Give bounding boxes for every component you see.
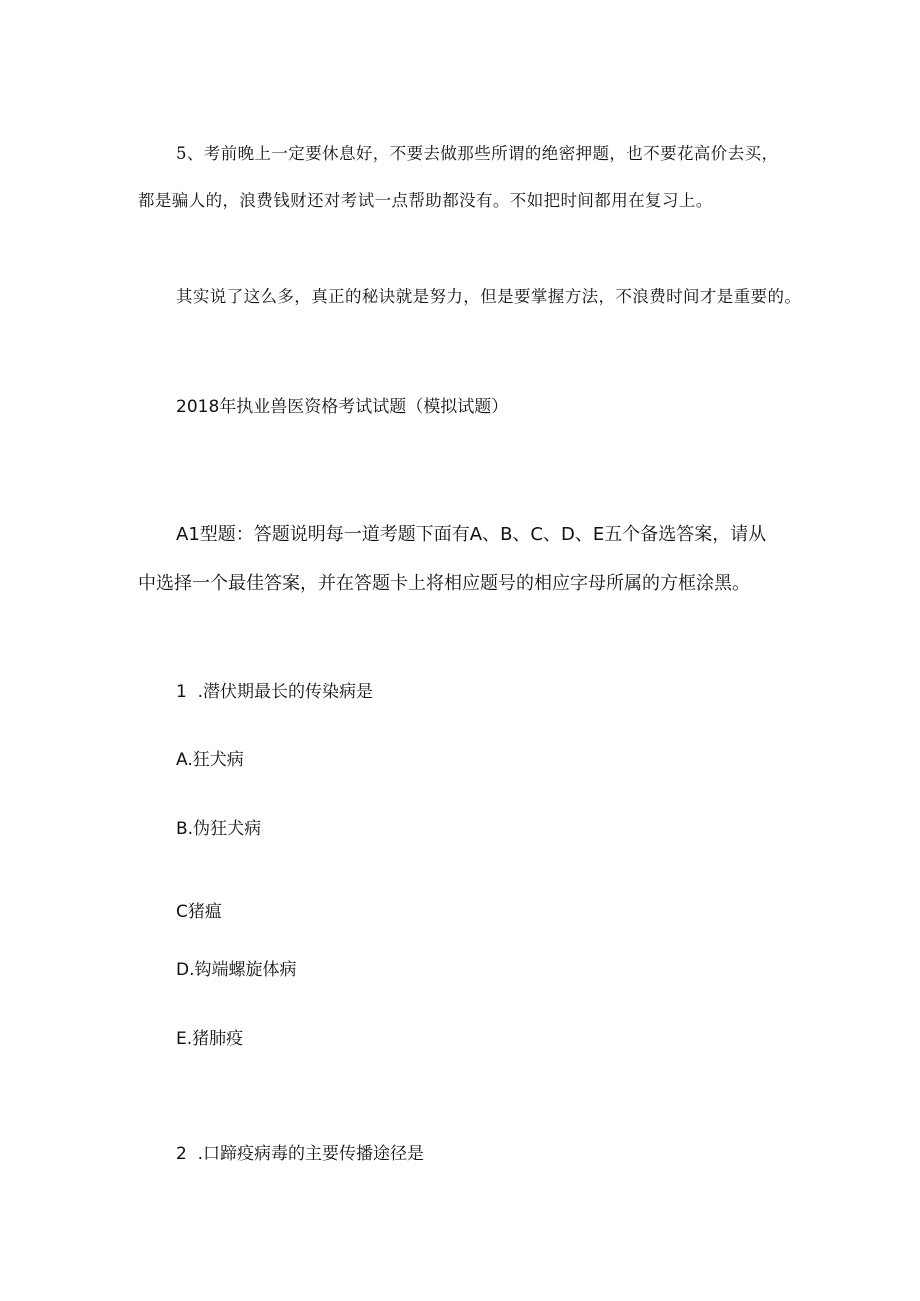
question-1: 1 .潜伏期最长的传染病是 [176,682,374,702]
tip-5-line-1: 5、考前晚上一定要休息好，不要去做那些所谓的绝密押题，也不要花高价去买， [176,144,779,163]
question-1-option-c: C猪瘟 [176,902,222,922]
question-1-option-e: E.猪肺疫 [176,1029,244,1049]
instructions-line-1: A1型题：答题说明每一道考题下面有A、B、C、D、E五个备选答案，请从 [176,524,767,545]
summary-paragraph: 其实说了这么多，真正的秘诀就是努力，但是要掌握方法，不浪费时间才是重要的。 [176,287,802,306]
exam-title: 2018年执业兽医资格考试试题（模拟试题） [176,397,509,417]
question-1-option-a: A.狂犬病 [176,750,244,770]
question-2: 2 .口蹄疫病毒的主要传播途径是 [176,1144,425,1164]
question-1-option-d: D.钩端螺旋体病 [176,960,297,980]
instructions-line-2: 中选择一个最佳答案，并在答题卡上将相应题号的相应字母所属的方框涂黑。 [138,573,750,594]
question-1-option-b: B.伪狂犬病 [176,819,262,839]
tip-5-line-2: 都是骗人的，浪费钱财还对考试一点帮助都没有。不如把时间都用在复习上。 [138,191,713,210]
